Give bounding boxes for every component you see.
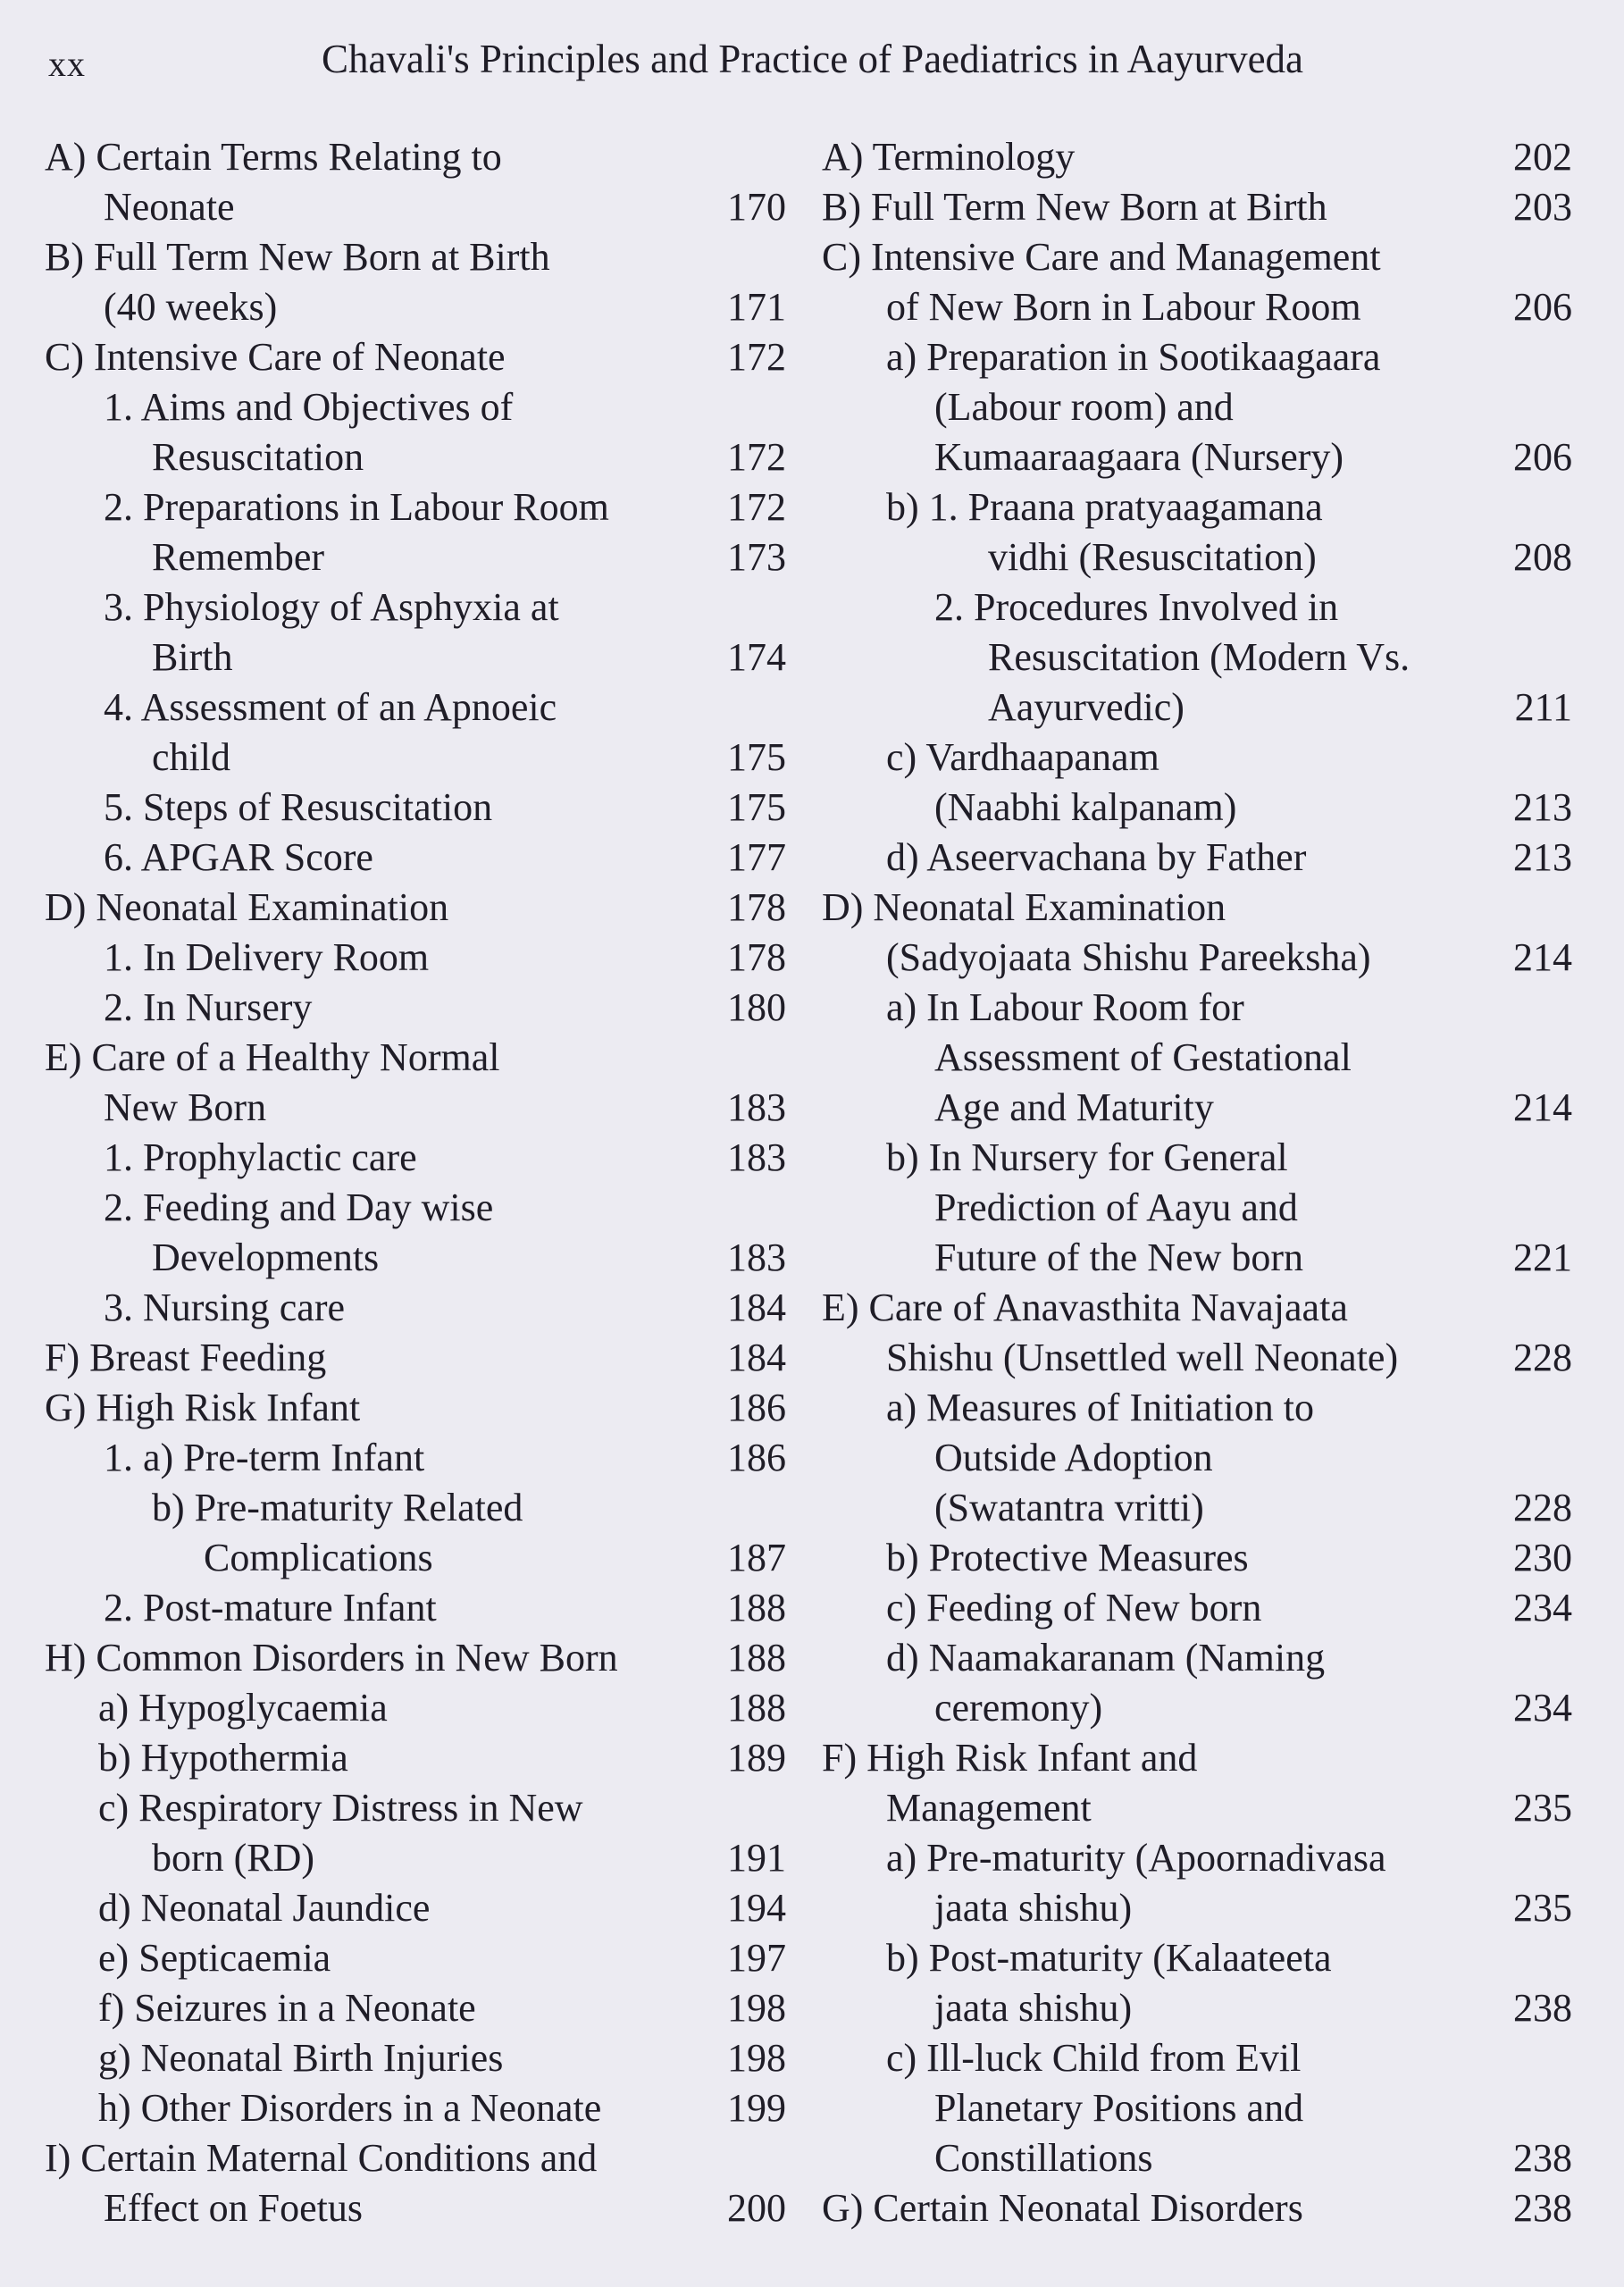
toc-entry: [822, 1783, 1572, 1833]
toc-entry-title: Effect on Foetus: [104, 2186, 364, 2230]
toc-entry-title: (Swatantra vritti): [934, 1486, 1204, 1529]
toc-entry: [822, 833, 1572, 883]
toc-entry-title: (Sadyojaata Shishu Pareeksha): [886, 935, 1371, 979]
toc-entry-page: 208: [1513, 535, 1572, 579]
toc-entry-title: of New Born in Labour Room: [886, 285, 1361, 329]
toc-entry-page: 183: [727, 1236, 786, 1279]
toc-entry-page: 171: [727, 285, 786, 329]
toc-entry-title: c) Respiratory Distress in New: [98, 1786, 583, 1830]
toc-entry: [822, 1733, 1572, 1783]
toc-entry-page: 206: [1513, 435, 1572, 479]
toc-entry-page: 183: [727, 1085, 786, 1129]
toc-entry-page: 198: [727, 2036, 786, 2080]
toc-entry: [45, 1683, 786, 1733]
toc-entry-page: 202: [1513, 135, 1572, 179]
toc-entry: [822, 282, 1572, 332]
toc-entry-title: C) Intensive Care of Neonate: [45, 335, 506, 379]
toc-entry: [45, 1183, 786, 1233]
toc-entry: [822, 683, 1572, 733]
toc-entry-page: 206: [1513, 285, 1572, 329]
toc-entry-title: Shishu (Unsettled well Neonate): [886, 1336, 1399, 1379]
toc-entry: [45, 1883, 786, 1933]
toc-entry-page: 203: [1513, 185, 1572, 229]
toc-entry: [45, 332, 786, 382]
toc-entry-title: b) Protective Measures: [886, 1536, 1249, 1579]
toc-entry-title: b) In Nursery for General: [886, 1135, 1288, 1179]
toc-entry-title: H) Common Disorders in New Born: [45, 1636, 618, 1680]
toc-entry-page: 186: [727, 1436, 786, 1479]
toc-entry: [822, 2183, 1572, 2233]
toc-entry: [822, 1183, 1572, 1233]
toc-entry: [822, 1033, 1572, 1083]
toc-entry: [822, 933, 1572, 983]
toc-entry-title: Outside Adoption: [934, 1436, 1213, 1479]
toc-entry: [45, 2183, 786, 2233]
toc-entry-title: g) Neonatal Birth Injuries: [98, 2036, 504, 2080]
toc-entry: [45, 1333, 786, 1383]
toc-entry-title: a) Measures of Initiation to: [886, 1386, 1314, 1429]
toc-entry: [45, 2083, 786, 2133]
toc-entry: [822, 1433, 1572, 1483]
toc-entry-page: 188: [727, 1686, 786, 1730]
toc-entry-page: 235: [1513, 1786, 1572, 1830]
toc-entry-title: 2. Procedures Involved in: [934, 585, 1339, 629]
toc-entry-title: 2. In Nursery: [104, 985, 313, 1029]
toc-entry-title: 4. Assessment of an Apnoeic: [104, 685, 557, 729]
toc-entry: [45, 733, 786, 783]
toc-entry-page: 172: [727, 335, 786, 379]
toc-entry: [45, 1783, 786, 1833]
toc-entry: [45, 1033, 786, 1083]
toc-entry: [45, 432, 786, 482]
toc-entry: [822, 733, 1572, 783]
toc-entry-page: 180: [727, 985, 786, 1029]
toc-entry: [45, 382, 786, 432]
toc-entry-page: 214: [1513, 935, 1572, 979]
toc-entry-title: Assessment of Gestational: [934, 1035, 1352, 1079]
toc-entry-page: 234: [1513, 1686, 1572, 1730]
toc-entry-page: 188: [727, 1586, 786, 1629]
toc-entry-page: 175: [727, 735, 786, 779]
toc-entry-title: c) Feeding of New born: [886, 1586, 1262, 1629]
toc-entry: [822, 1083, 1572, 1133]
toc-entry-page: 198: [727, 1986, 786, 2030]
toc-entry-title: Future of the New born: [934, 1236, 1304, 1279]
toc-entry: [822, 1133, 1572, 1183]
toc-entry: [45, 632, 786, 683]
running-title: Chavali's Principles and Practice of Paediatrics in Aayurveda: [322, 37, 1304, 81]
toc-entry-title: G) Certain Neonatal Disorders: [822, 2186, 1303, 2230]
toc-entry-title: jaata shishu): [934, 1986, 1133, 2030]
toc-entry: [822, 1883, 1572, 1933]
toc-entry: [822, 382, 1572, 432]
toc-entry: [822, 1583, 1572, 1633]
toc-entry-page: 228: [1513, 1336, 1572, 1379]
toc-entry-page: 189: [727, 1736, 786, 1780]
toc-entry-title: B) Full Term New Born at Birth: [822, 185, 1327, 229]
toc-entry-title: Constillations: [934, 2136, 1153, 2180]
toc-entry-title: Neonate: [104, 185, 235, 229]
toc-entry-page: 228: [1513, 1486, 1572, 1529]
toc-entry-title: F) Breast Feeding: [45, 1336, 327, 1379]
toc-right-column: [822, 132, 1572, 2233]
toc-entry-title: c) Ill-luck Child from Evil: [886, 2036, 1302, 2080]
toc-entry: [822, 1533, 1572, 1583]
toc-entry-page: 172: [727, 435, 786, 479]
toc-entry: [822, 582, 1572, 632]
toc-entry-title: Planetary Positions and: [934, 2086, 1304, 2130]
toc-entry: [45, 1233, 786, 1283]
toc-entry: [822, 2133, 1572, 2183]
toc-entry-page: 238: [1513, 2136, 1572, 2180]
toc-entry-title: B) Full Term New Born at Birth: [45, 235, 550, 279]
toc-entry: [822, 232, 1572, 282]
toc-entry: [45, 2133, 786, 2183]
toc-entry: [822, 1483, 1572, 1533]
toc-entry-title: Resuscitation: [152, 435, 364, 479]
toc-entry: [45, 1833, 786, 1883]
toc-entry-page: 178: [727, 935, 786, 979]
toc-entry: [45, 1283, 786, 1333]
toc-entry-title: f) Seizures in a Neonate: [98, 1986, 476, 2030]
toc-entry-title: 1. In Delivery Room: [104, 935, 430, 979]
toc-entry-title: 2. Post-mature Infant: [104, 1586, 437, 1629]
toc-entry: [822, 532, 1572, 582]
toc-entry: [822, 1833, 1572, 1883]
toc-entry: [822, 1383, 1572, 1433]
toc-entry-title: 3. Physiology of Asphyxia at: [104, 585, 559, 629]
toc-entry: [45, 1483, 786, 1533]
toc-entry-page: 213: [1513, 835, 1572, 879]
toc-entry-title: d) Aseervachana by Father: [886, 835, 1307, 879]
toc-left-column: [45, 132, 786, 2233]
toc-entry-title: Kumaaraagaara (Nursery): [934, 435, 1344, 479]
toc-entry: [822, 2033, 1572, 2083]
toc-entry-title: born (RD): [152, 1836, 315, 1880]
toc-entry-title: E) Care of Anavasthita Navajaata: [822, 1286, 1348, 1329]
toc-entry: [822, 132, 1572, 182]
toc-entry-title: Remember: [152, 535, 325, 579]
toc-entry: [45, 1583, 786, 1633]
toc-entry: [822, 1683, 1572, 1733]
toc-entry-page: 178: [727, 885, 786, 929]
toc-entry: [45, 983, 786, 1033]
toc-entry: [822, 1983, 1572, 2033]
toc-entry-title: Age and Maturity: [934, 1085, 1214, 1129]
toc-entry: [822, 332, 1572, 382]
toc-entry-page: 221: [1513, 1236, 1572, 1279]
toc-entry-title: e) Septicaemia: [98, 1936, 331, 1980]
toc-entry-page: 194: [727, 1886, 786, 1930]
toc-entry: [822, 482, 1572, 532]
toc-entry: [822, 1233, 1572, 1283]
toc-entry-page: 238: [1513, 1986, 1572, 2030]
toc-entry-title: a) Hypoglycaemia: [98, 1686, 388, 1730]
toc-entry-title: 1. a) Pre-term Infant: [104, 1436, 425, 1479]
toc-entry: [822, 2083, 1572, 2133]
toc-entry: [45, 1133, 786, 1183]
toc-entry-page: 211: [1514, 685, 1572, 729]
toc-entry: [822, 1933, 1572, 1983]
toc-entry-title: 2. Preparations in Labour Room: [104, 485, 609, 529]
toc-entry: [822, 1333, 1572, 1383]
toc-entry: [45, 1083, 786, 1133]
toc-entry: [822, 632, 1572, 683]
toc-entry-title: C) Intensive Care and Management: [822, 235, 1381, 279]
toc-entry: [822, 783, 1572, 833]
toc-entry-page: 170: [727, 185, 786, 229]
toc-entry-page: 184: [727, 1286, 786, 1329]
toc-entry: [45, 1533, 786, 1583]
toc-entry: [822, 1633, 1572, 1683]
toc-entry-page: 187: [727, 1536, 786, 1579]
toc-entry: [45, 282, 786, 332]
toc-entry-title: 1. Aims and Objectives of: [104, 385, 514, 429]
toc-entry-title: h) Other Disorders in a Neonate: [98, 2086, 602, 2130]
toc-entry: [822, 883, 1572, 933]
toc-entry-page: 172: [727, 485, 786, 529]
toc-entry: [822, 182, 1572, 232]
toc-entry-title: d) Naamakaranam (Naming: [886, 1636, 1326, 1680]
toc-entry-title: ceremony): [934, 1686, 1103, 1730]
toc-entry: [822, 432, 1572, 482]
toc-entry: [45, 1733, 786, 1783]
toc-entry-title: d) Neonatal Jaundice: [98, 1886, 431, 1930]
toc-entry: [45, 2033, 786, 2083]
toc-entry-page: 186: [727, 1386, 786, 1429]
toc-entry-page: 191: [727, 1836, 786, 1880]
toc-entry-title: A) Certain Terms Relating to: [45, 135, 502, 179]
toc-entry-title: jaata shishu): [934, 1886, 1133, 1930]
toc-entry: [45, 132, 786, 182]
toc-entry-page: 177: [727, 835, 786, 879]
toc-entry-page: 238: [1513, 2186, 1572, 2230]
toc-entry-title: b) Pre-maturity Related: [152, 1486, 523, 1529]
toc-entry-title: 3. Nursing care: [104, 1286, 346, 1329]
toc-entry-title: a) Preparation in Sootikaagaara: [886, 335, 1381, 379]
toc-entry-title: b) 1. Praana pratyaagamana: [886, 485, 1323, 529]
toc-entry-title: E) Care of a Healthy Normal: [45, 1035, 500, 1079]
toc-entry-title: Birth: [152, 635, 233, 679]
toc-entry: [45, 783, 786, 833]
toc-entry-title: (Labour room) and: [934, 385, 1234, 429]
toc-entry-title: (Naabhi kalpanam): [934, 785, 1237, 829]
toc-entry-page: 214: [1513, 1085, 1572, 1129]
toc-entry-page: 173: [727, 535, 786, 579]
toc-entry-title: G) High Risk Infant: [45, 1386, 361, 1429]
toc-entry: [45, 1633, 786, 1683]
toc-entry-title: A) Terminology: [822, 135, 1076, 179]
toc-entry-page: 234: [1513, 1586, 1572, 1629]
toc-entry-page: 199: [727, 2086, 786, 2130]
toc-entry: [45, 232, 786, 282]
toc-entry: [822, 1283, 1572, 1333]
toc-entry-page: 175: [727, 785, 786, 829]
toc-entry: [45, 1433, 786, 1483]
toc-entry: [45, 1383, 786, 1433]
page-header: [45, 36, 1588, 89]
toc-entry-page: 174: [727, 635, 786, 679]
toc-entry-title: 2. Feeding and Day wise: [104, 1185, 494, 1229]
toc-entry: [45, 582, 786, 632]
toc-entry-title: child: [152, 735, 230, 779]
toc-entry-page: 230: [1513, 1536, 1572, 1579]
toc-entry-title: (40 weeks): [104, 285, 278, 329]
toc-entry-title: I) Certain Maternal Conditions and: [45, 2136, 598, 2180]
toc-entry-title: Management: [886, 1786, 1092, 1830]
toc-entry-title: D) Neonatal Examination: [45, 885, 449, 929]
toc-entry: [45, 683, 786, 733]
toc-entry: [45, 532, 786, 582]
toc-entry-title: a) Pre-maturity (Apoornadivasa: [886, 1836, 1386, 1880]
toc-entry-title: c) Vardhaapanam: [886, 735, 1159, 779]
toc-entry-title: 1. Prophylactic care: [104, 1135, 417, 1179]
toc-entry-title: Developments: [152, 1236, 380, 1279]
toc-entry-title: b) Hypothermia: [98, 1736, 348, 1780]
toc-entry: [45, 833, 786, 883]
toc-entry-title: vidhi (Resuscitation): [988, 535, 1317, 579]
toc-entry: [45, 933, 786, 983]
toc-entry-title: Prediction of Aayu and: [934, 1185, 1298, 1229]
toc-entry: [822, 983, 1572, 1033]
toc-entry-page: 183: [727, 1135, 786, 1179]
page-number: xx: [48, 44, 86, 84]
toc-entry-title: b) Post-maturity (Kalaateeta: [886, 1936, 1332, 1980]
toc-entry-title: F) High Risk Infant and: [822, 1736, 1198, 1780]
toc-entry-title: D) Neonatal Examination: [822, 885, 1226, 929]
toc-entry: [45, 482, 786, 532]
toc-entry: [45, 883, 786, 933]
toc-entry: [45, 182, 786, 232]
toc-entry: [45, 1983, 786, 2033]
toc-entry-title: 6. APGAR Score: [104, 835, 373, 879]
toc-entry-page: 213: [1513, 785, 1572, 829]
toc-entry-page: 200: [727, 2186, 786, 2230]
toc-entry-title: Aayurvedic): [988, 685, 1185, 729]
toc-entry: [45, 1933, 786, 1983]
toc-entry-page: 188: [727, 1636, 786, 1680]
toc-entry-title: 5. Steps of Resuscitation: [104, 785, 493, 829]
toc-entry-title: Complications: [204, 1536, 433, 1579]
toc-entry-title: New Born: [104, 1085, 267, 1129]
toc-entry-title: a) In Labour Room for: [886, 985, 1244, 1029]
toc-entry-page: 184: [727, 1336, 786, 1379]
toc-entry-page: 235: [1513, 1886, 1572, 1930]
toc-entry-page: 197: [727, 1936, 786, 1980]
toc-entry-title: Resuscitation (Modern Vs.: [988, 635, 1411, 679]
